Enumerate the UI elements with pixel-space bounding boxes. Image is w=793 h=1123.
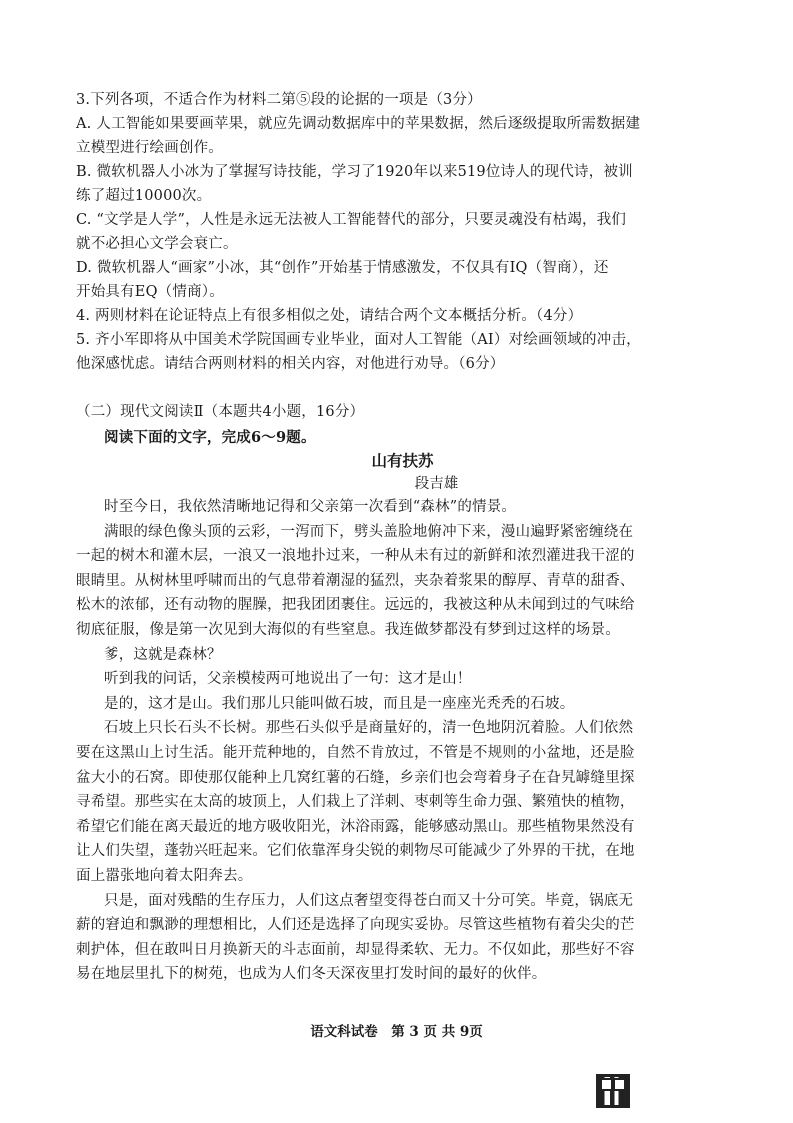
- article-title: 山有扶苏: [371, 451, 434, 470]
- section-heading: （二）现代文阅读Ⅱ（本题共4小题，16分）: [76, 404, 365, 420]
- question-line: 5. 齐小军即将从中国美术学院国画专业毕业，面对人工智能（AI）对绘画领域的冲击，: [76, 332, 641, 348]
- question-line: 4. 两则材料在论证特点上有很多相似之处，请结合两个文本概括分析。（4分）: [76, 308, 583, 324]
- article-line: 满眼的绿色像头顶的云彩，一泻而下，劈头盖脸地俯冲下来，漫山遍野紧密缠绕在: [104, 523, 634, 540]
- page-footer: 语文科试卷 第 3 页 共 9页: [310, 1024, 483, 1040]
- article-line: 时至今日，我依然清晰地记得和父亲第一次看到“森林”的情景。: [104, 499, 517, 515]
- question-line: C. “文学是人学”，人性是永远无法被人工智能替代的部分，只要灵魂没有枯竭，我们: [76, 212, 627, 228]
- article-author: 段吉雄: [414, 476, 459, 492]
- article-line: 石坡上只长石头不长树。那些石头似乎是商量好的，清一色地阴沉着脸。人们依然: [104, 720, 634, 737]
- question-line: 3.下列各项，不适合作为材料二第⑤段的论据的一项是（3分）: [76, 92, 482, 108]
- article-line: 彻底征服，像是第一次见到大海似的有些窒息。我连做梦都没有梦到过这样的场景。: [76, 621, 620, 638]
- article-line: 盆大小的石窝。即使那仅能种上几窝红薯的石缝，乡亲们也会弯着身子在旮旯罅缝里探: [76, 769, 635, 786]
- article-line: 薪的窘迫和飘渺的理想相比，人们还是选择了向现实妥协。尽管这些植物有着尖尖的芒: [76, 917, 635, 934]
- article-line: 寻希望。那些实在太高的坡顶上，人们栽上了洋刺、枣刺等生命力强、繁殖快的植物，: [76, 794, 635, 811]
- section-header: [76, 400, 726, 450]
- question-line: 练了超过10000次。: [76, 188, 212, 204]
- question-line: 立模型进行绘画创作。: [76, 140, 223, 156]
- article-body: [76, 495, 726, 987]
- article-line: 爹，这就是森林？: [104, 646, 222, 663]
- article-line: 让人们失望，蓬勃兴旺起来。它们依靠浑身尖锐的刺物尽可能减少了外界的干扰，在地: [76, 843, 635, 860]
- article-line: 要在这黑山上讨生活。能开荒种地的，自然不肯放过，不管是不规则的小盆地，还是脸: [76, 744, 635, 761]
- question-list: [76, 88, 726, 376]
- article-line: 眼睛里。从树林里呼啸而出的气息带着潮湿的猛烈，夹杂着浆果的醇厚、青草的甜香、: [76, 572, 635, 589]
- question-line: 他深感忧虑。请结合两则材料的相关内容，对他进行劝导。（6分）: [76, 356, 505, 372]
- qr-code-icon: [596, 1074, 630, 1108]
- section-instruction: 阅读下面的文字，完成6～9题。: [104, 429, 316, 446]
- article-line: 一起的树木和灌木层，一浪又一浪地扑过来，一种从未有过的新鲜和浓烈灌进我干涩的: [76, 548, 635, 565]
- article-heading: [0, 449, 793, 495]
- question-line: A. 人工智能如果要画苹果，就应先调动数据库中的苹果数据，然后逐级提取所需数据建: [76, 116, 641, 132]
- article-line: 易在地层里扎下的树苑，也成为人们冬天深夜里打发时间的最好的伙伴。: [76, 966, 547, 983]
- article-line: 听到我的问话，父亲模棱两可地说出了一句：这才是山！: [104, 671, 472, 688]
- article-line: 只是，面对残酷的生存压力，人们这点奢望变得苍白而又十分可笑。毕竟，锅底无: [104, 892, 634, 909]
- question-line: 开始具有EQ（情商）。: [76, 284, 224, 300]
- question-line: 就不必担心文学会衰亡。: [76, 236, 238, 252]
- question-line: B. 微软机器人小冰为了掌握写诗技能，学习了1920年以来519位诗人的现代诗，被训: [76, 164, 633, 180]
- article-line: 希望它们能在离天最近的地方吸收阳光，沐浴雨露，能够感动黑山。那些植物果然没有: [76, 818, 635, 835]
- article-line: 面上嚣张地向着太阳奔去。: [76, 867, 253, 884]
- article-line: 松木的浓郁，还有动物的腥臊，把我团团裹住。远远的，我被这种从未闻到过的气味给: [76, 597, 635, 614]
- article-line: 刺护体，但在敢叫日月换新天的斗志面前，却显得柔软、无力。不仅如此，那些好不容: [76, 941, 635, 958]
- question-line: D. 微软机器人“画家”小冰，其“创作”开始基于情感激发，不仅具有IQ（智商），还: [76, 260, 609, 276]
- article-line: 是的，这才是山。我们那儿只能叫做石坡，而且是一座座光秃秃的石坡。: [104, 695, 575, 712]
